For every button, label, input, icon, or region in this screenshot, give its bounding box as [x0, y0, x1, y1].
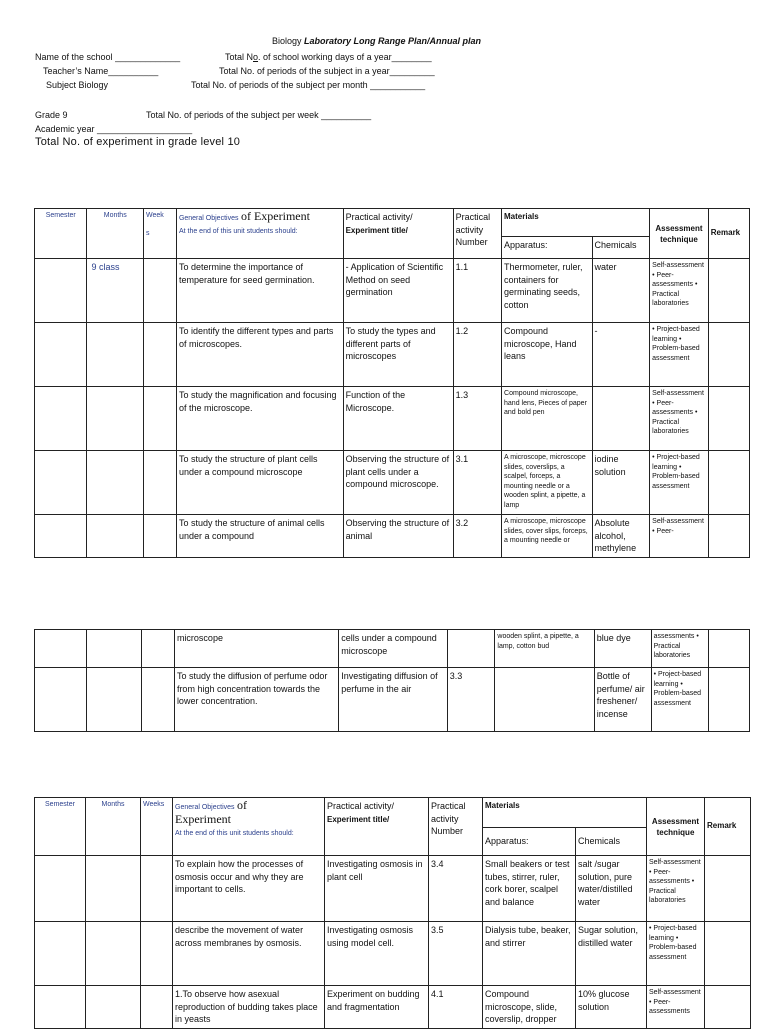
semester-cell [35, 922, 86, 986]
periods-year-blank: _________ [389, 66, 435, 76]
remark-cell [709, 630, 750, 668]
remark-header: Remark [705, 798, 751, 856]
remark-cell [705, 986, 751, 1029]
activity-cell: - Application of Scientific Method on seed germination [343, 259, 453, 323]
chemicals-cell [592, 387, 650, 451]
months-header: Months [86, 798, 141, 856]
practical-activity-header [325, 798, 429, 856]
weeks-header-a: Week [146, 212, 164, 219]
chemicals-header: Chemicals [576, 828, 647, 856]
semester-cell [35, 451, 87, 515]
objective-cell: To study the diffusion of perfume odor from high concentration towards the lower concentration. [174, 668, 338, 732]
semester-cell [35, 323, 87, 387]
periods-week-line [146, 110, 371, 121]
academic-year-line [35, 124, 192, 135]
chemicals-cell: 10% glucose solution [576, 986, 647, 1029]
number-cell: 3.2 [453, 515, 501, 558]
number-cell: 1.1 [453, 259, 501, 323]
assessment-header: Assessment technique [647, 798, 705, 856]
activity-cell: Observing the structure of plant cells under a compound microscope. [343, 451, 453, 515]
general-objectives-big-b: Experiment [175, 811, 231, 826]
general-objectives-small: General Objectives [175, 804, 235, 811]
general-objectives-big: of Experiment [240, 209, 310, 223]
apparatus-cell: Thermometer, ruler, containers for germinating seeds, cotton [502, 259, 593, 323]
months-header: Months [87, 209, 144, 259]
number-cell: 3.4 [429, 856, 483, 922]
end-of-unit-note: At the end of this unit students should: [178, 227, 298, 235]
remark-header: Remark [708, 209, 749, 259]
assessment-cell: assessments • Practical laboratories [651, 630, 709, 668]
chemicals-cell: water [592, 259, 650, 323]
number-cell: 3.3 [447, 668, 495, 732]
apparatus-header: Apparatus: [502, 237, 593, 259]
apparatus-cell: Small beakers or test tubes, stirrer, ruler, cork borer, scalpel and balance [483, 856, 576, 922]
objective-cell: To determine the importance of temperature for seed germination. [176, 259, 343, 323]
total-experiment-line [35, 137, 240, 148]
objective-cell: To study the structure of animal cells under a compound [176, 515, 343, 558]
apparatus-cell [495, 668, 594, 732]
practical-number-header: Practical activity Number [429, 798, 483, 856]
semester-cell [35, 856, 86, 922]
activity-cell: Investigating diffusion of perfume in the air [339, 668, 448, 732]
periods-month-line [191, 80, 425, 91]
number-cell: 3.1 [453, 451, 501, 515]
periods-week-label: Total No. of periods of the subject per week [146, 110, 319, 120]
end-of-unit-note: At the end of this unit students should: [175, 830, 294, 837]
number-cell: 1.2 [453, 323, 501, 387]
practical-number-header: Practical activity Number [453, 209, 501, 259]
month-cell [86, 856, 141, 922]
practical-activity-a: Practical activity/ [327, 801, 395, 811]
assessment-cell: • Project-based learning • Problem-based assessment [651, 668, 709, 732]
remark-cell [708, 451, 749, 515]
weeks-header [144, 209, 177, 259]
month-cell [86, 986, 141, 1029]
apparatus-cell: wooden splint, a pipette, a lamp, cotton bud [495, 630, 594, 668]
assessment-cell: • Project-based learning • Problem-based assessment [650, 323, 709, 387]
assessment-cell: Self-assessment • Peer-assessments • Practical laboratories [650, 387, 709, 451]
objective-cell: describe the movement of water across membranes by osmosis. [173, 922, 325, 986]
objective-cell: microscope [174, 630, 338, 668]
objective-cell: To study the structure of plant cells under a compound microscope [176, 451, 343, 515]
weeks-header-b: s [146, 230, 150, 237]
week-cell [141, 986, 173, 1029]
week-cell [141, 856, 173, 922]
school-blank: _____________ [115, 52, 181, 62]
activity-cell: To study the types and different parts of microscopes [343, 323, 453, 387]
materials-header: Materials [483, 798, 647, 828]
academic-year-blank: ___________________ [97, 124, 193, 134]
remark-cell [709, 668, 750, 732]
assessment-cell: • Project-based learning • Problem-based assessment [650, 451, 709, 515]
month-cell [87, 387, 144, 451]
materials-header: Materials [502, 209, 650, 237]
document-title [272, 36, 481, 47]
activity-cell: Function of the Microscope. [343, 387, 453, 451]
month-cell [86, 630, 142, 668]
practical-activity-header [343, 209, 453, 259]
periods-month-blank: ___________ [370, 80, 426, 90]
activity-cell: Investigating osmosis using model cell. [325, 922, 429, 986]
objective-cell: To explain how the processes of osmosis occur and why they are important to cells. [173, 856, 325, 922]
weeks-header: Weeks [141, 798, 173, 856]
apparatus-cell: A microscope, microscope slides, coverslips, a scalpel, forceps, a mounting needle or a wooden splint, a pipette, a lamp [502, 451, 593, 515]
remark-cell [708, 323, 749, 387]
working-days-label-a: Total N [225, 52, 254, 62]
working-days-label-o: o [253, 52, 259, 62]
apparatus-cell: Compound microscope, slide, coverslip, dropper [483, 986, 576, 1029]
semester-cell [35, 259, 87, 323]
chemicals-cell: Absolute alcohol, methylene [592, 515, 650, 558]
number-cell: 4.1 [429, 986, 483, 1029]
practical-activity-b: Experiment title/ [345, 225, 408, 235]
practical-activity-b: Experiment title/ [327, 814, 390, 824]
activity-cell: Observing the structure of animal [343, 515, 453, 558]
assessment-header: Assessment technique [650, 209, 709, 259]
table-header-row [35, 798, 751, 828]
title-prefix: Biology [272, 36, 302, 46]
subject-line [46, 80, 108, 91]
week-cell [144, 387, 177, 451]
chemicals-cell: iodine solution [592, 451, 650, 515]
plan-table-1 [34, 208, 750, 558]
objective-cell: To identify the different types and parts of microscopes. [176, 323, 343, 387]
periods-year-line [219, 66, 435, 77]
table-row [35, 922, 751, 986]
periods-year-label: Total No. of periods of the subject in a year [219, 66, 390, 76]
teacher-label: Teacher’s Name [43, 66, 109, 76]
month-cell [86, 922, 141, 986]
table-row [35, 515, 750, 558]
plan-table-2 [34, 629, 750, 732]
teacher-name-line [43, 66, 158, 77]
number-cell: 1.3 [453, 387, 501, 451]
practical-activity-a: Practical activity/ [345, 212, 413, 222]
week-cell [142, 630, 174, 668]
number-cell [447, 630, 495, 668]
assessment-cell: Self-assessment • Peer- [650, 515, 709, 558]
apparatus-cell: Compound microscope, Hand leans [502, 323, 593, 387]
week-cell [144, 323, 177, 387]
general-objectives-header [173, 798, 325, 856]
remark-cell [705, 922, 751, 986]
chemicals-cell: Sugar solution, distilled water [576, 922, 647, 986]
periods-week-blank: __________ [321, 110, 372, 120]
semester-cell [35, 630, 87, 668]
week-cell [144, 515, 177, 558]
week-cell [144, 259, 177, 323]
chemicals-header: Chemicals [592, 237, 650, 259]
chemicals-cell: salt /sugar solution, pure water/distilled water [576, 856, 647, 922]
semester-cell [35, 515, 87, 558]
teacher-blank: __________ [108, 66, 159, 76]
number-cell: 3.5 [429, 922, 483, 986]
assessment-cell: • Project-based learning • Problem-based assessment [647, 922, 705, 986]
month-cell [87, 323, 144, 387]
total-experiment-label: Total No. of experiment in grade level 10 [35, 136, 241, 148]
objective-cell: 1.To observe how asexual reproduction of budding takes place in yeasts [173, 986, 325, 1029]
general-objectives-small: General Objectives [178, 215, 239, 222]
working-days-line [225, 52, 432, 63]
semester-header: Semester [35, 209, 87, 259]
chemicals-cell: blue dye [594, 630, 651, 668]
periods-month-label: Total No. of periods of the subject per month [191, 80, 368, 90]
remark-cell [705, 856, 751, 922]
week-cell [144, 451, 177, 515]
general-objectives-big-a: of [237, 798, 248, 812]
general-objectives-header [176, 209, 343, 259]
working-days-label-b: . of school working days of a year [258, 52, 392, 62]
week-cell [142, 668, 174, 732]
academic-year-label: Academic year [35, 124, 95, 134]
working-days-blank: ________ [391, 52, 432, 62]
activity-cell: Experiment on budding and fragmentation [325, 986, 429, 1029]
apparatus-cell: Dialysis tube, beaker, and stirrer [483, 922, 576, 986]
semester-cell [35, 387, 87, 451]
apparatus-cell: Compound microscope, hand lens, Pieces of paper and bold pen [502, 387, 593, 451]
semester-cell [35, 986, 86, 1029]
subject-label: Subject Biology [46, 80, 109, 90]
month-cell [86, 668, 142, 732]
activity-cell: cells under a compound microscope [339, 630, 448, 668]
table-row [35, 630, 750, 668]
remark-cell [708, 259, 749, 323]
assessment-cell: Self-assessment • Peer-assessments [647, 986, 705, 1029]
apparatus-cell: A microscope, microscope slides, cover slips, forceps, a mounting needle or [502, 515, 593, 558]
month-cell [87, 515, 144, 558]
table-row [35, 986, 751, 1029]
table-row [35, 451, 750, 515]
chemicals-cell: - [592, 323, 650, 387]
remark-cell [708, 387, 749, 451]
school-label: Name of the school [35, 52, 113, 62]
chemicals-cell: Bottle of perfume/ air freshener/ incense [594, 668, 651, 732]
semester-cell [35, 668, 87, 732]
table-row [35, 387, 750, 451]
assessment-cell: Self-assessment • Peer-assessments • Practical laboratories [650, 259, 709, 323]
activity-cell: Investigating osmosis in plant cell [325, 856, 429, 922]
apparatus-header: Apparatus: [483, 828, 576, 856]
week-cell [141, 922, 173, 986]
month-cell: 9 class [87, 259, 144, 323]
objective-cell: To study the magnification and focusing of the microscope. [176, 387, 343, 451]
assessment-cell: Self-assessment • Peer-assessments • Practical laboratories [647, 856, 705, 922]
school-name-line [35, 52, 180, 63]
semester-header: Semester [35, 798, 86, 856]
table-row [35, 259, 750, 323]
grade-label: Grade 9 [35, 110, 68, 120]
month-cell [87, 451, 144, 515]
grade-line [35, 110, 68, 121]
table-row [35, 668, 750, 732]
table-header-row [35, 209, 750, 237]
table-row [35, 323, 750, 387]
title-main: Laboratory Long Range Plan/Annual plan [304, 36, 482, 46]
table-row [35, 856, 751, 922]
plan-table-3 [34, 797, 751, 1029]
remark-cell [708, 515, 749, 558]
